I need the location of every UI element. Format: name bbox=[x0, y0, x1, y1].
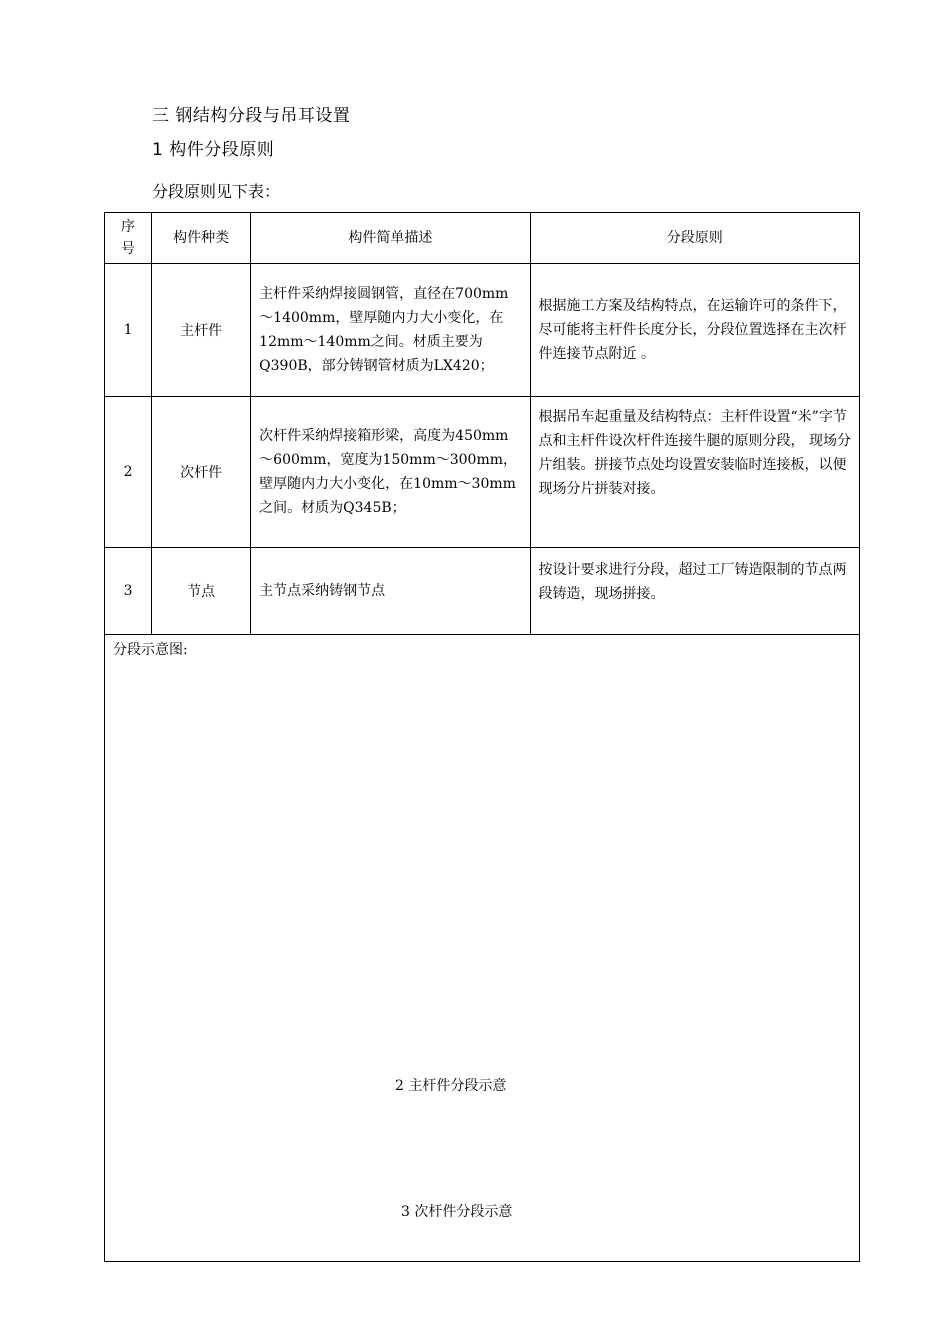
table-row bbox=[105, 548, 860, 635]
row-number: 3 bbox=[105, 548, 152, 635]
header-rule: 分段原则 bbox=[530, 213, 859, 264]
row-rule: 根据施工方案及结构特点，在运输许可的条件下，尽可能将主杆件长度分长，分段位置选择在主次杆件连接节点附近 。 bbox=[530, 264, 859, 397]
secondary-member-caption: 3 次杆件分段示意 bbox=[401, 1204, 513, 1220]
row-description: 主杆件采纳焊接圆钢管，直径在700mm～1400mm，壁厚随内力大小变化，在12mm～140mm之间。材质主要为Q390B，部分铸钢管材质为LX420； bbox=[251, 264, 530, 397]
row-description: 次杆件采纳焊接箱形梁，高度为450mm～600mm，宽度为150mm～300mm，壁厚随内力大小变化，在10mm～30mm之间。材质为Q345B； bbox=[251, 397, 530, 548]
row-number: 2 bbox=[105, 397, 152, 548]
row-description: 主节点采纳铸钢节点 bbox=[251, 548, 530, 635]
row-type: 次杆件 bbox=[152, 397, 251, 548]
row-type: 节点 bbox=[152, 548, 251, 635]
diagram-row bbox=[105, 635, 860, 1262]
row-rule: 根据吊车起重量及结构特点：主杆件设置“米”字节点和主杆件设次杆件连接牛腿的原则分段， 现场分片组装。拼接节点处均设置安装临时连接板，以便现场分片拼装对接。 bbox=[530, 397, 859, 548]
segmentation-table bbox=[104, 212, 860, 1262]
diagram-area bbox=[105, 635, 860, 1262]
diagram-label: 分段示意图: bbox=[113, 642, 188, 658]
table-header-row bbox=[105, 213, 860, 264]
header-number: 序号 bbox=[105, 213, 152, 264]
header-type: 构件种类 bbox=[152, 213, 251, 264]
row-type: 主杆件 bbox=[152, 264, 251, 397]
intro-text: 分段原则见下表： bbox=[152, 182, 281, 201]
main-member-caption: 2 主杆件分段示意 bbox=[395, 1078, 507, 1094]
subsection-heading: 1 构件分段原则 bbox=[152, 140, 275, 160]
row-rule: 按设计要求进行分段，超过工厂铸造限制的节点两段铸造，现场拼接。 bbox=[530, 548, 859, 635]
table-row bbox=[105, 397, 860, 548]
header-description: 构件简单描述 bbox=[251, 213, 530, 264]
table-row bbox=[105, 264, 860, 397]
section-heading: 三 钢结构分段与吊耳设置 bbox=[152, 106, 351, 126]
row-number: 1 bbox=[105, 264, 152, 397]
